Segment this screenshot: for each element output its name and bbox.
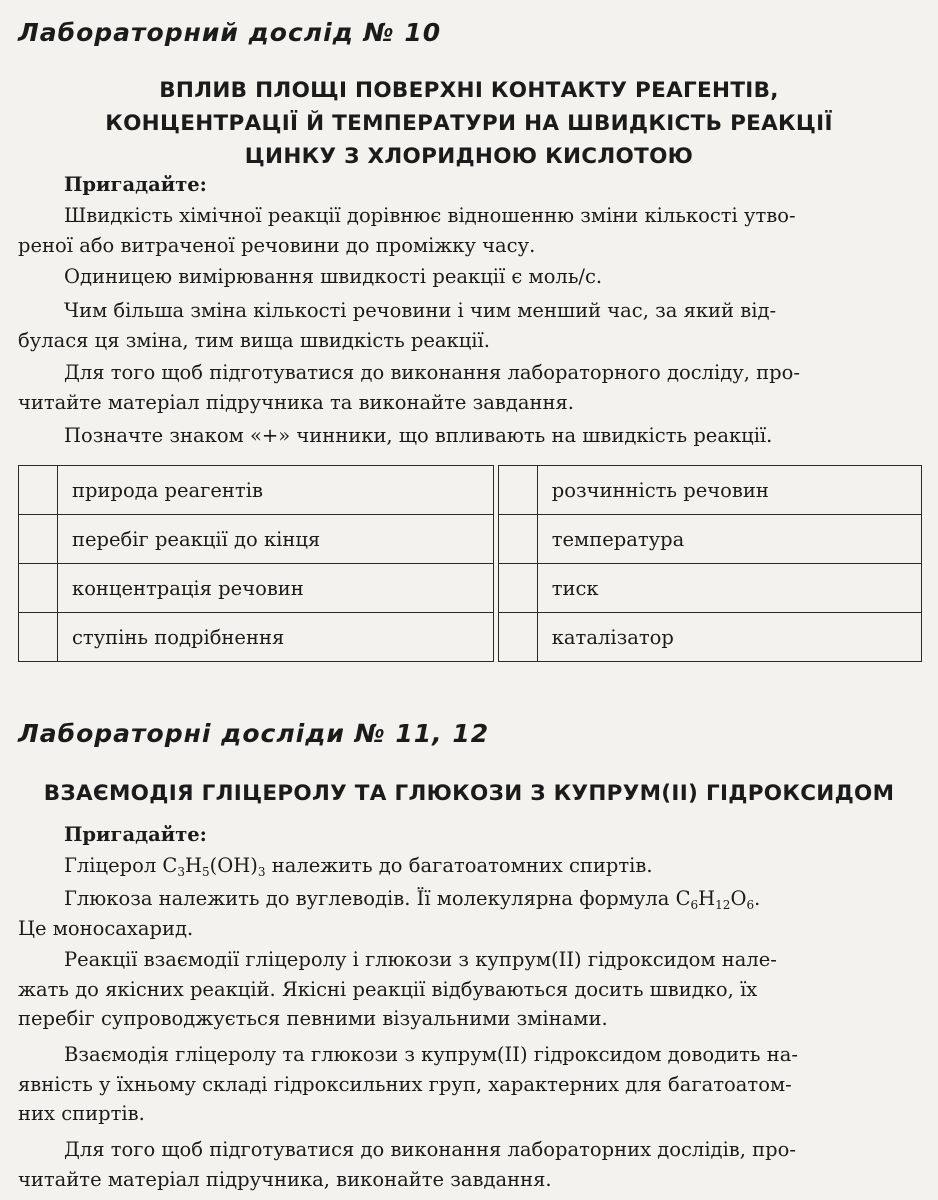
recall-label: Пригадайте: (64, 173, 207, 196)
text-line: Швидкість хімічної реакції дорівнює відношенню зміни кількості утво- (64, 204, 796, 227)
text-line: реної або витраченої речовини до проміжку часу. (18, 233, 536, 257)
text-line: читайте матеріал підручника та виконайте завдання. (18, 390, 574, 414)
mark-box[interactable] (19, 613, 58, 662)
mark-box[interactable] (498, 466, 537, 515)
heading-line: ЦИНКУ З ХЛОРИДНОЮ КИСЛОТОЮ (244, 144, 694, 169)
mark-box[interactable] (498, 564, 537, 613)
text-line: Позначте знаком «+» чинники, що впливають на швидкість реакції. (64, 424, 773, 447)
text-line: Це моносахарид. (18, 916, 194, 940)
text-line: них спиртів. (18, 1102, 145, 1125)
paragraph (18, 296, 920, 355)
factor-cell: каталізатор (537, 613, 921, 662)
heading-line: КОНЦЕНТРАЦІЇ Й ТЕМПЕРАТУРИ НА ШВИДКІСТЬ РЕАКЦІЇ (105, 111, 833, 136)
table-row (19, 466, 922, 515)
factor-cell: тиск (537, 564, 921, 613)
mark-box[interactable] (498, 613, 537, 662)
glycerol-paragraph (18, 851, 920, 881)
recall-label: Пригадайте: (64, 823, 207, 846)
lab-11-12-title: Лабораторні досліди № 11, 12 (18, 719, 490, 748)
lab-10-heading (0, 74, 938, 173)
factor-cell: ступінь подрібнення (58, 613, 494, 662)
factors-table (18, 465, 922, 662)
text-line: Чим більша зміна кількості речовини і чим менший час, за який від- (64, 299, 777, 322)
text-line: Гліцерол $C_3H_5(OH)_3$ належить до багатоатомних спиртів. (64, 854, 653, 879)
factor-cell: природа реагентів (58, 466, 494, 515)
text-line: Глюкоза належить до вуглеводів. Її молекулярна формула $C_6H_{12}O_6$. (64, 887, 761, 912)
mark-box[interactable] (19, 466, 58, 515)
paragraph (18, 421, 920, 451)
text-line: явність у їхньому складі гідроксильних груп, характерних для багатоатом- (18, 1072, 792, 1096)
text-line: Для того щоб підготуватися до виконання лабораторних дослідів, про- (64, 1138, 796, 1161)
paragraph (18, 358, 920, 417)
factor-cell: перебіг реакції до кінця (58, 515, 494, 564)
paragraph (18, 201, 920, 260)
paragraph (18, 945, 920, 1034)
paragraph (18, 1135, 920, 1194)
mark-box[interactable] (498, 515, 537, 564)
factor-cell: розчинність речовин (537, 466, 921, 515)
text-line: читайте матеріал підручника, виконайте завдання. (18, 1167, 552, 1191)
text-line: перебіг супроводжується певними візуальними змінами. (18, 1007, 608, 1030)
heading-line: ВЗАЄМОДІЯ ГЛІЦЕРОЛУ ТА ГЛЮКОЗИ З КУПРУМ(ІІ) ГІДРОКСИДОМ (43, 781, 895, 806)
text-line: Реакції взаємодії гліцеролу і глюкози з купрум(ІІ) гідроксидом нале- (64, 948, 777, 971)
factor-cell: температура (537, 515, 921, 564)
paragraph (18, 1040, 920, 1129)
text-line: жать до якісних реакцій. Якісні реакції відбуваються досить швидко, їх (18, 977, 758, 1001)
lab-10-title: Лабораторний дослід № 10 (18, 18, 442, 47)
text-line: булася ця зміна, тим вища швидкість реакції. (18, 328, 490, 352)
text-line: Для того щоб підготуватися до виконання лабораторного досліду, про- (64, 361, 800, 384)
table-row (19, 515, 922, 564)
paragraph (18, 262, 920, 292)
text-line: Взаємодія гліцеролу та глюкози з купрум(ІІ) гідроксидом доводить на- (64, 1043, 798, 1066)
table-row (19, 613, 922, 662)
factor-cell: концентрація речовин (58, 564, 494, 613)
mark-box[interactable] (19, 564, 58, 613)
table-row (19, 564, 922, 613)
glucose-paragraph (18, 884, 920, 943)
heading-line: ВПЛИВ ПЛОЩІ ПОВЕРХНІ КОНТАКТУ РЕАГЕНТІВ, (159, 78, 779, 103)
mark-box[interactable] (19, 515, 58, 564)
text-line: Одиницею вимірювання швидкості реакції є моль/с. (64, 265, 603, 288)
lab-11-12-heading (0, 777, 938, 810)
